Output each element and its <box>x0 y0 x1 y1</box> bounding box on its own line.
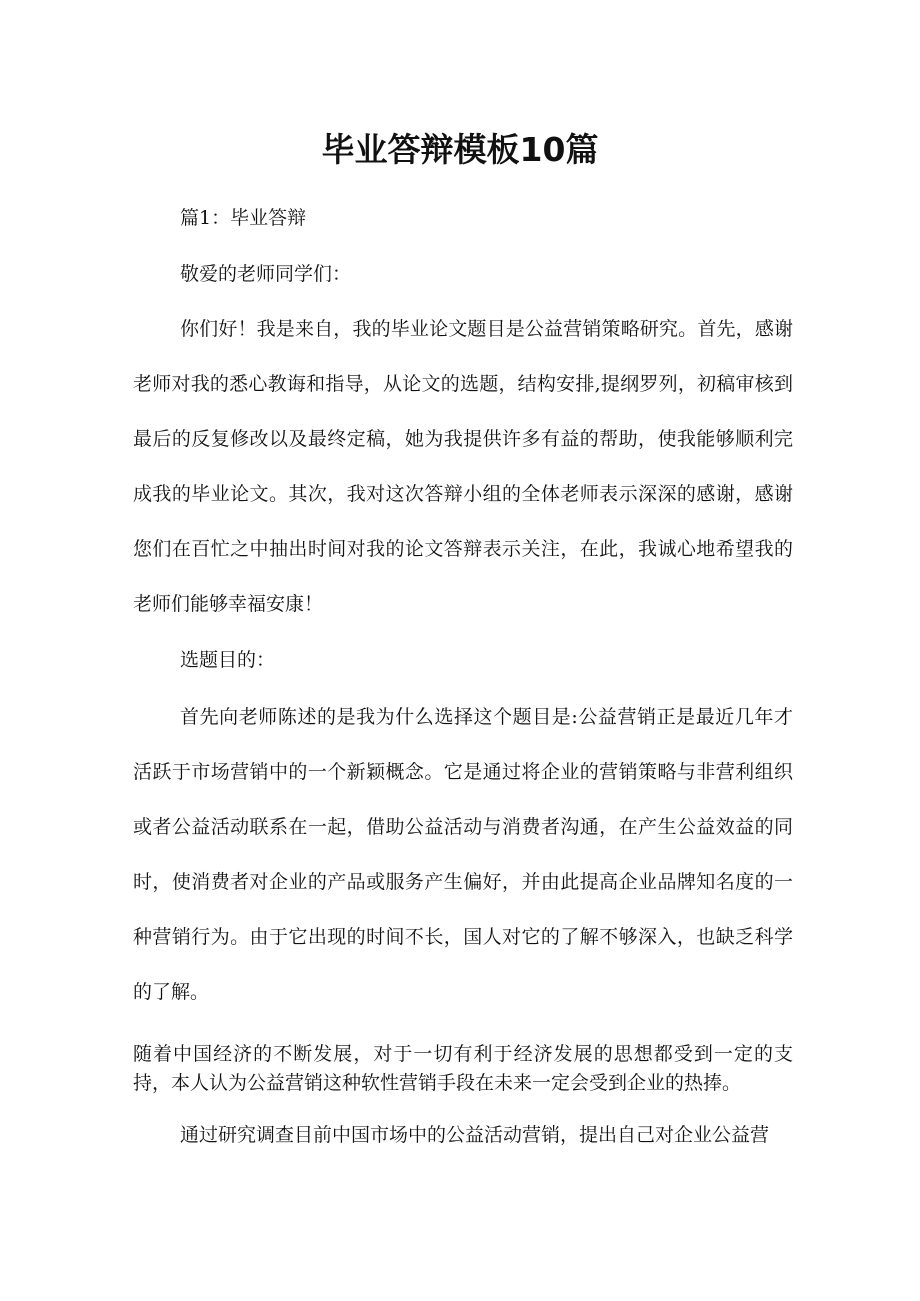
paragraph-research: 通过研究调查目前中国市场中的公益活动营销，提出自己对企业公益营 <box>180 1124 770 1146</box>
subheading-purpose: 选题目的： <box>180 649 276 671</box>
paragraph-economy: 随着中国经济的不断发展，对于一切有利于经济发展的思想都受到一定的支持，本人认为公益营销这种软性营销手段在未来一定会受到企业的热捧。 <box>133 1043 793 1094</box>
paragraph-topic-reason: 首先向老师陈述的是我为什么选择这个题目是:公益营销正是最近几年才活跃于市场营销中的一个新颖概念。它是通过将企业的营销策略与非营利组织或者公益活动联系在一起，借助公益活动与消费者沟通，在产生公益效益的同时，使消费者对企业的产品或服务产生偏好，并由此提高企业品牌知名度的一种营销行为。由于它出现的时间不长，国人对它的了解不够深入，也缺乏科学的了解。 <box>133 706 793 1003</box>
salutation: 敬爱的老师同学们： <box>180 263 352 285</box>
document-title: 毕业答辩模板10篇 <box>321 130 599 169</box>
paragraph-thanks: 你们好！我是来自，我的毕业论文题目是公益营销策略研究。首先，感谢老师对我的悉心教诲和指导，从论文的选题，结构安排,提纲罗列，初稿审核到最后的反复修改以及最终定稿，她为我提供许多有益的帮助，使我能够顺利完成我的毕业论文。其次，我对这次答辩小组的全体老师表示深深的感谢，感谢您们在百忙之中抽出时间对我的论文答辩表示关注，在此，我诚心地希望我的老师们能够幸福安康！ <box>133 318 793 615</box>
section-label: 篇1：毕业答辩 <box>180 207 307 229</box>
